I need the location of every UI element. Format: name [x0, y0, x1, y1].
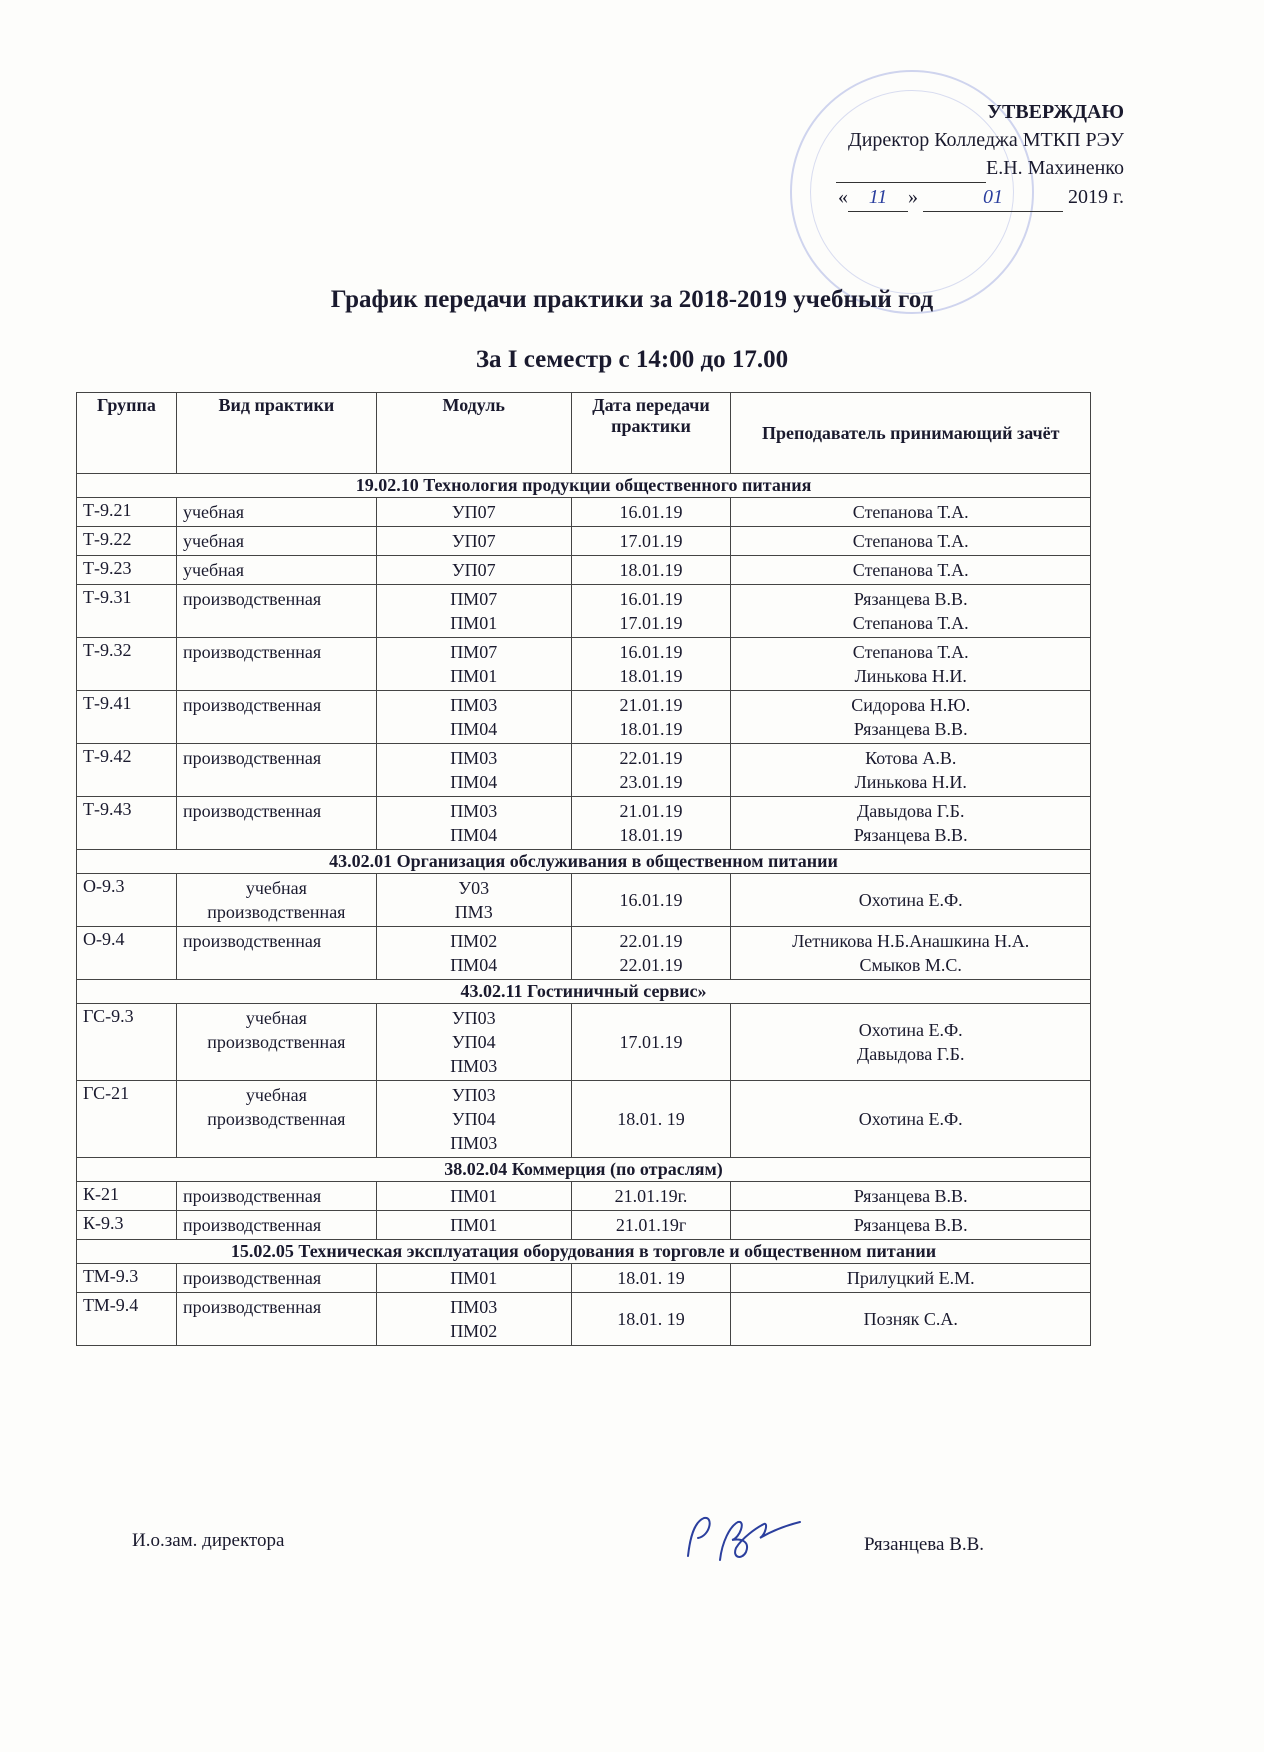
table-row: [77, 1004, 1091, 1081]
cell-module-line: ПМ04: [450, 772, 498, 792]
cell-type: [176, 638, 376, 691]
cell-teacher-line: Рязанцева В.В.: [853, 719, 968, 739]
cell-module-line: ПМ03: [450, 801, 498, 821]
cell-date-line: 18.01. 19: [617, 1309, 685, 1329]
cell-module: [376, 556, 571, 585]
cell-date-line: 18.01. 19: [617, 1268, 685, 1288]
cell-type-line: производственная: [182, 1186, 322, 1206]
cell-teacher-line: Охотина Е.Ф.: [858, 1020, 963, 1040]
schedule-table: [76, 392, 1091, 1346]
cell-type-line: производственная: [207, 1032, 346, 1052]
cell-group: ТМ-9.3: [77, 1264, 177, 1293]
section-row: [77, 1158, 1091, 1182]
cell-type-line: учебная: [245, 1008, 307, 1028]
cell-type: [176, 744, 376, 797]
cell-teacher-line: Охотина Е.Ф.: [858, 1109, 963, 1129]
footer-name: Рязанцева В.В.: [864, 1534, 985, 1555]
approval-block: [836, 98, 1124, 212]
table-row: [77, 744, 1091, 797]
cell-date: [571, 1293, 731, 1346]
cell-date-line: 16.01.19: [619, 589, 683, 609]
cell-type-line: производственная: [207, 1109, 346, 1129]
cell-type: [176, 1182, 376, 1211]
footer-position: И.о.зам. директора: [132, 1530, 285, 1551]
approval-year: 2019 г.: [1068, 186, 1124, 208]
cell-date-line: 17.01.19: [619, 531, 683, 551]
cell-type-line: производственная: [207, 902, 346, 922]
cell-type-line: производственная: [182, 931, 322, 951]
cell-module-line: ПМ03: [450, 1056, 498, 1076]
cell-module-line: УП07: [451, 531, 496, 551]
table-row: [77, 556, 1091, 585]
cell-teacher: [731, 585, 1091, 638]
cell-group: ТМ-9.4: [77, 1293, 177, 1346]
cell-date-line: 18.01.19: [619, 719, 683, 739]
cell-group: О-9.3: [77, 874, 177, 927]
header-date: Дата передачи практики: [571, 393, 731, 474]
table-row: [77, 585, 1091, 638]
director-signature: [836, 154, 986, 183]
cell-module: [376, 1182, 571, 1211]
cell-type-line: производственная: [182, 801, 322, 821]
cell-group: Т-9.31: [77, 585, 177, 638]
cell-module-line: ПМ03: [450, 1297, 498, 1317]
cell-teacher: [731, 1264, 1091, 1293]
table-row: [77, 691, 1091, 744]
table-row: [77, 498, 1091, 527]
cell-teacher-line: Линькова Н.И.: [854, 666, 967, 686]
approval-signature-line: [836, 154, 1124, 183]
cell-teacher: [731, 874, 1091, 927]
cell-teacher-line: Летникова Н.Б.Анашкина Н.А.: [792, 931, 1030, 951]
cell-module: [376, 874, 571, 927]
table-row: [77, 927, 1091, 980]
section-title: 43.02.01 Организация обслуживания в общественном питании: [77, 850, 1091, 874]
cell-teacher-line: Котова А.В.: [865, 748, 957, 768]
cell-module: [376, 927, 571, 980]
table-header-row: [77, 393, 1091, 474]
cell-teacher-line: Степанова Т.А.: [852, 613, 969, 633]
cell-date-line: 22.01.19: [619, 931, 683, 951]
cell-teacher: [731, 1182, 1091, 1211]
section-title: 38.02.04 Коммерция (по отраслям): [77, 1158, 1091, 1182]
cell-type-line: производственная: [182, 1297, 322, 1317]
cell-type: [176, 797, 376, 850]
table-row: [77, 1211, 1091, 1240]
cell-teacher: [731, 1081, 1091, 1158]
cell-teacher: [731, 744, 1091, 797]
cell-teacher-line: Охотина Е.Ф.: [858, 890, 963, 910]
cell-date-line: 21.01.19: [619, 801, 683, 821]
cell-date: [571, 874, 731, 927]
approval-day: 11: [848, 183, 908, 212]
cell-type-line: производственная: [182, 589, 322, 609]
cell-date-line: 17.01.19: [619, 613, 683, 633]
section-row: [77, 980, 1091, 1004]
cell-type: [176, 691, 376, 744]
cell-module: [376, 744, 571, 797]
approval-month: 01: [923, 183, 1063, 212]
cell-module: [376, 585, 571, 638]
section-row: [77, 474, 1091, 498]
cell-type-line: учебная: [182, 531, 245, 551]
cell-teacher-line: Рязанцева В.В.: [853, 1215, 968, 1235]
cell-group: ГС-9.3: [77, 1004, 177, 1081]
table-row: [77, 1081, 1091, 1158]
cell-module-line: УП03: [451, 1008, 496, 1028]
cell-module-line: ПМ04: [450, 955, 498, 975]
cell-type-line: производственная: [182, 1215, 322, 1235]
cell-teacher: [731, 691, 1091, 744]
cell-teacher: [731, 1004, 1091, 1081]
section-title: 19.02.10 Технология продукции общественного питания: [77, 474, 1091, 498]
cell-module-line: ПМ01: [450, 1215, 498, 1235]
cell-module-line: ПМ01: [450, 1268, 498, 1288]
cell-teacher-line: Давыдова Г.Б.: [856, 801, 965, 821]
cell-teacher: [731, 498, 1091, 527]
section-title: 15.02.05 Техническая эксплуатация оборудования в торговле и общественном питании: [77, 1240, 1091, 1264]
header-group: Группа: [77, 393, 177, 474]
cell-teacher: [731, 638, 1091, 691]
cell-module: [376, 797, 571, 850]
cell-module-line: УП04: [451, 1032, 496, 1052]
cell-teacher-line: Позняк С.А.: [863, 1309, 958, 1329]
cell-module-line: ПМ3: [454, 902, 493, 922]
cell-date-line: 16.01.19: [619, 502, 683, 522]
approval-heading: УТВЕРЖДАЮ: [987, 101, 1124, 123]
cell-teacher-line: Давыдова Г.Б.: [856, 1044, 965, 1064]
cell-date: [571, 556, 731, 585]
cell-date: [571, 498, 731, 527]
cell-teacher-line: Степанова Т.А.: [852, 642, 969, 662]
header-teacher: Преподаватель принимающий зачёт: [731, 393, 1091, 474]
cell-type: [176, 927, 376, 980]
cell-type: [176, 1293, 376, 1346]
cell-type: [176, 1081, 376, 1158]
cell-type-line: учебная: [182, 502, 245, 522]
cell-teacher-line: Смыков М.С.: [859, 955, 962, 975]
cell-date: [571, 744, 731, 797]
cell-date-line: 18.01.19: [619, 666, 683, 686]
cell-date-line: 18.01.19: [619, 825, 683, 845]
cell-module: [376, 527, 571, 556]
cell-date: [571, 927, 731, 980]
cell-date: [571, 797, 731, 850]
cell-date-line: 16.01.19: [619, 642, 683, 662]
cell-type: [176, 527, 376, 556]
cell-type-line: учебная: [182, 560, 245, 580]
cell-module: [376, 1211, 571, 1240]
cell-type-line: учебная: [245, 878, 307, 898]
cell-teacher-line: Линькова Н.И.: [854, 772, 967, 792]
cell-date-line: 17.01.19: [619, 1032, 683, 1052]
cell-module-line: ПМ01: [450, 666, 498, 686]
approval-name: Е.Н. Махиненко: [985, 157, 1124, 179]
cell-group: О-9.4: [77, 927, 177, 980]
table-row: [77, 638, 1091, 691]
cell-date: [571, 1081, 731, 1158]
cell-date: [571, 1004, 731, 1081]
cell-date: [571, 585, 731, 638]
cell-module-line: ПМ01: [450, 1186, 498, 1206]
cell-type: [176, 874, 376, 927]
cell-date: [571, 1182, 731, 1211]
cell-type-line: производственная: [182, 695, 322, 715]
table-row: [77, 527, 1091, 556]
cell-module: [376, 498, 571, 527]
cell-group: Т-9.22: [77, 527, 177, 556]
cell-date: [571, 638, 731, 691]
table-body: [77, 474, 1091, 1346]
cell-teacher: [731, 1211, 1091, 1240]
cell-date: [571, 1211, 731, 1240]
cell-module-line: ПМ02: [450, 1321, 498, 1341]
cell-teacher-line: Рязанцева В.В.: [853, 589, 968, 609]
cell-group: Т-9.43: [77, 797, 177, 850]
cell-teacher: [731, 927, 1091, 980]
cell-date: [571, 1264, 731, 1293]
cell-teacher-line: Рязанцева В.В.: [853, 1186, 968, 1206]
cell-type-line: учебная: [245, 1085, 307, 1105]
section-row: [77, 850, 1091, 874]
cell-type: [176, 498, 376, 527]
cell-group: Т-9.32: [77, 638, 177, 691]
cell-teacher-line: Степанова Т.А.: [852, 560, 969, 580]
cell-teacher: [731, 797, 1091, 850]
cell-group: ГС-21: [77, 1081, 177, 1158]
header-module: Модуль: [376, 393, 571, 474]
cell-type: [176, 1264, 376, 1293]
cell-module-line: ПМ03: [450, 695, 498, 715]
cell-teacher-line: Степанова Т.А.: [852, 502, 969, 522]
table-row: [77, 1264, 1091, 1293]
cell-type: [176, 1211, 376, 1240]
cell-module-line: У03: [458, 878, 490, 898]
cell-date-line: 21.01.19г.: [614, 1186, 688, 1206]
cell-date-line: 22.01.19: [619, 955, 683, 975]
cell-date: [571, 527, 731, 556]
cell-module: [376, 1081, 571, 1158]
table-row: [77, 797, 1091, 850]
cell-date: [571, 691, 731, 744]
cell-module-line: УП04: [451, 1109, 496, 1129]
cell-teacher-line: Сидорова Н.Ю.: [851, 695, 971, 715]
cell-date-line: 22.01.19: [619, 748, 683, 768]
cell-module-line: УП03: [451, 1085, 496, 1105]
cell-module-line: ПМ03: [450, 1133, 498, 1153]
cell-type-line: производственная: [182, 642, 322, 662]
cell-type-line: производственная: [182, 748, 322, 768]
cell-group: Т-9.42: [77, 744, 177, 797]
cell-group: К-9.3: [77, 1211, 177, 1240]
cell-teacher: [731, 1293, 1091, 1346]
cell-module: [376, 638, 571, 691]
approval-position: Директор Колледжа МТКП РЭУ: [848, 129, 1124, 151]
cell-group: Т-9.23: [77, 556, 177, 585]
cell-module-line: ПМ03: [450, 748, 498, 768]
cell-group: Т-9.21: [77, 498, 177, 527]
cell-date-line: 21.01.19г: [615, 1215, 687, 1235]
cell-module-line: УП07: [451, 560, 496, 580]
approval-date: « 11 » 01 2019 г.: [836, 183, 1124, 212]
cell-type: [176, 556, 376, 585]
section-title: 43.02.11 Гостиничный сервис»: [77, 980, 1091, 1004]
cell-group: Т-9.41: [77, 691, 177, 744]
cell-module: [376, 1004, 571, 1081]
cell-module-line: ПМ07: [450, 642, 498, 662]
cell-teacher-line: Рязанцева В.В.: [853, 825, 968, 845]
cell-module-line: ПМ02: [450, 931, 498, 951]
cell-type: [176, 1004, 376, 1081]
table-row: [77, 874, 1091, 927]
cell-module-line: ПМ04: [450, 825, 498, 845]
cell-group: К-21: [77, 1182, 177, 1211]
cell-module-line: ПМ07: [450, 589, 498, 609]
cell-teacher: [731, 527, 1091, 556]
cell-date-line: 18.01. 19: [617, 1109, 685, 1129]
table-row: [77, 1293, 1091, 1346]
cell-date-line: 21.01.19: [619, 695, 683, 715]
cell-type-line: производственная: [182, 1268, 322, 1288]
cell-module-line: ПМ01: [450, 613, 498, 633]
cell-date-line: 16.01.19: [619, 890, 683, 910]
cell-date-line: 23.01.19: [619, 772, 683, 792]
document-title: График передачи практики за 2018-2019 учебный год: [330, 286, 934, 313]
deputy-signature: [680, 1508, 810, 1568]
cell-module-line: ПМ04: [450, 719, 498, 739]
cell-teacher: [731, 556, 1091, 585]
header-type: Вид практики: [176, 393, 376, 474]
cell-module-line: УП07: [451, 502, 496, 522]
document-subtitle: За I семестр с 14:00 до 17.00: [475, 346, 789, 373]
section-row: [77, 1240, 1091, 1264]
cell-module: [376, 1293, 571, 1346]
cell-teacher-line: Прилуцкий Е.М.: [846, 1268, 975, 1288]
table-row: [77, 1182, 1091, 1211]
cell-module: [376, 1264, 571, 1293]
cell-date-line: 18.01.19: [619, 560, 683, 580]
cell-module: [376, 691, 571, 744]
cell-type: [176, 585, 376, 638]
cell-teacher-line: Степанова Т.А.: [852, 531, 969, 551]
